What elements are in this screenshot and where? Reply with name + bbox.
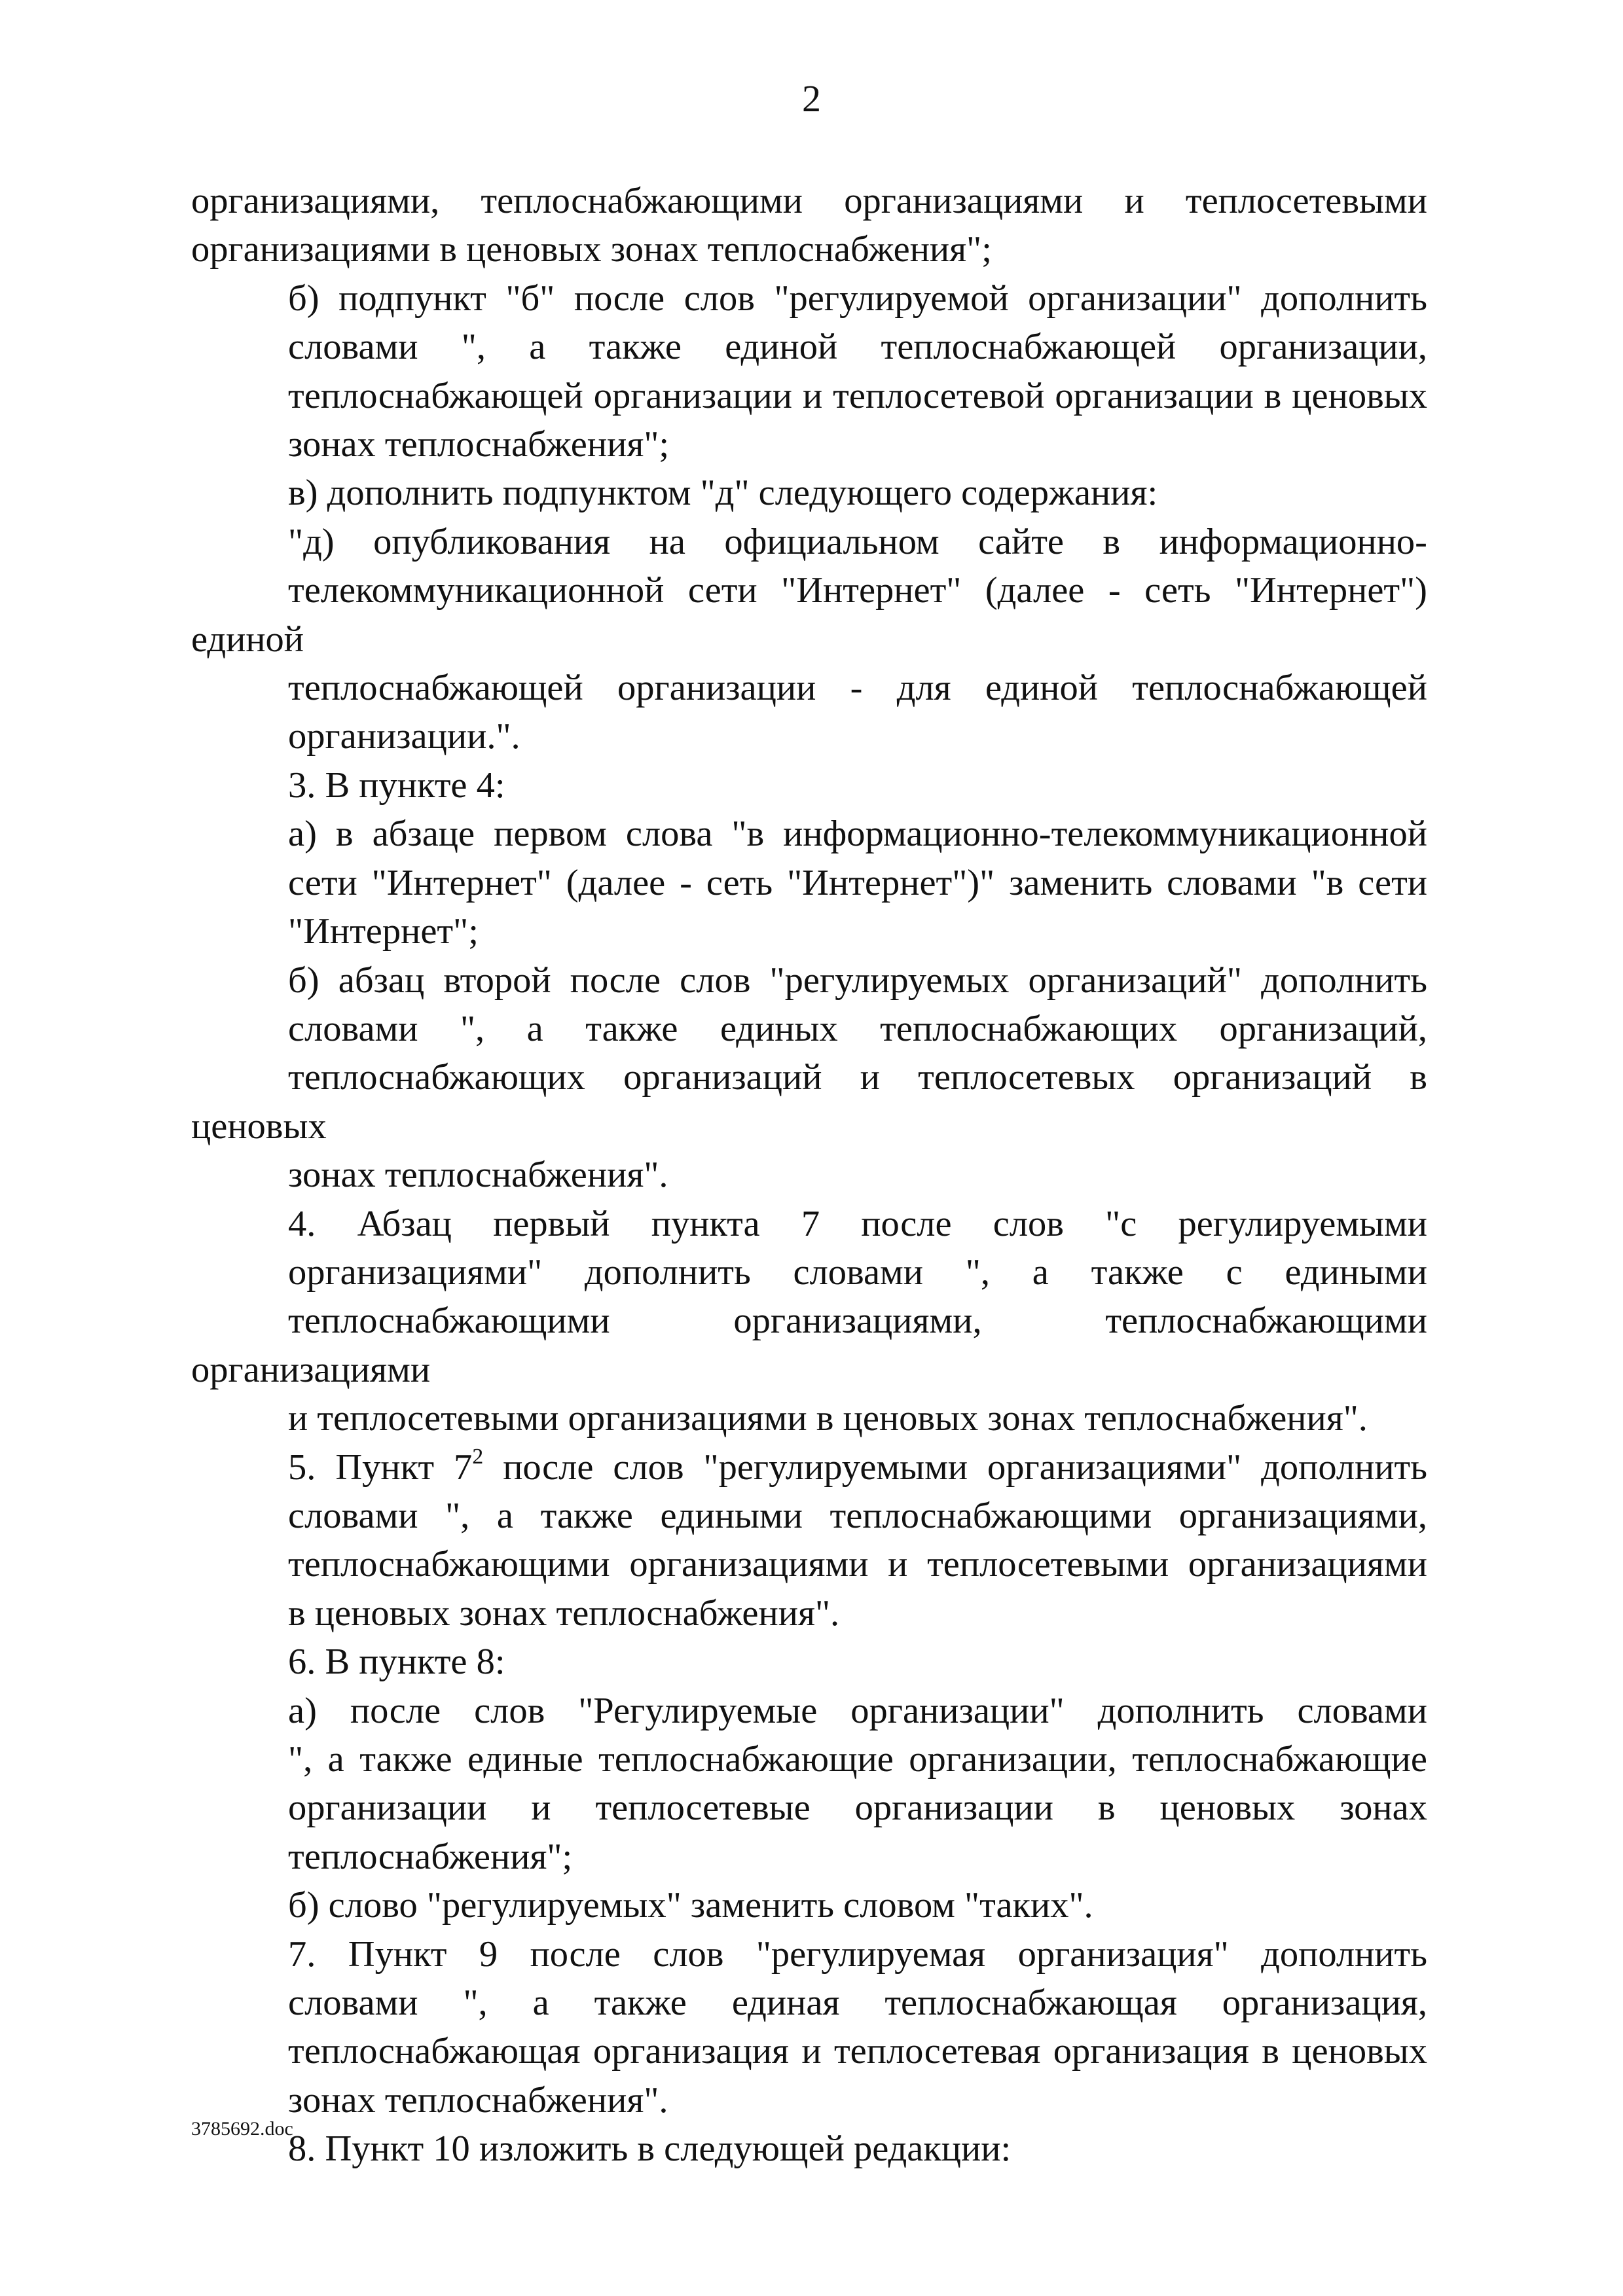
text-line: теплоснабжения"; (288, 1836, 573, 1877)
text-line: теплоснабжающими организациями, теплоснабжающими организациями (191, 1300, 1427, 1390)
paragraph (191, 274, 1427, 469)
paragraph (191, 1930, 1427, 2125)
paragraph (191, 177, 1427, 274)
paragraph (191, 1687, 1427, 1882)
paragraph (191, 469, 1427, 517)
text-line: организациями в ценовых зонах теплоснабжения"; (191, 229, 992, 270)
paragraph (191, 2125, 1427, 2173)
text-line: 8. Пункт 10 изложить в следующей редакции: (288, 2128, 1012, 2170)
text-line: организации.". (288, 716, 520, 757)
text-line: б) слово "регулируемых" заменить словом "таких". (288, 1885, 1093, 1926)
text-line: в) дополнить подпунктом "д" следующего содержания: (288, 473, 1158, 514)
text-line: организации и теплосетевые организации в ценовых зонах (288, 1787, 1427, 1829)
text-line: телекоммуникационной сети "Интернет" (далее - сеть "Интернет") единой (191, 570, 1427, 660)
text-line: словами ", а также единая теплоснабжающая организация, (288, 1982, 1427, 2024)
text-line: 3. В пункте 4: (288, 764, 505, 806)
text-line: и теплосетевыми организациями в ценовых зонах теплоснабжения". (288, 1398, 1368, 1439)
text-line: б) подпункт "б" после слов "регулируемой организации" дополнить (288, 278, 1427, 319)
text-line: "д) опубликования на официальном сайте в информационно- (288, 521, 1427, 562)
text-line: словами ", а также единой теплоснабжающей организации, (288, 327, 1427, 368)
text-line: зонах теплоснабжения". (288, 1155, 668, 1196)
text-line: теплоснабжающей организации и теплосетевой организации в ценовых (288, 375, 1427, 416)
text-line: 6. В пункте 8: (288, 1641, 505, 1683)
text-line: б) абзац второй после слов "регулируемых организаций" дополнить (288, 960, 1427, 1001)
text-line: теплоснабжающая организация и теплосетевая организация в ценовых (288, 2031, 1427, 2072)
text-line: зонах теплоснабжения". (288, 2079, 668, 2121)
text-line: организациями, теплоснабжающими организациями и теплосетевыми (191, 181, 1427, 221)
paragraph (191, 1638, 1427, 1686)
text-line (191, 1443, 1427, 1492)
paragraph (191, 1443, 1427, 1638)
document-code: 3785692.doc (191, 2118, 293, 2140)
text-line: зонах теплоснабжения"; (288, 424, 670, 465)
superscript: 2 (472, 1444, 484, 1469)
text-line: теплоснабжающих организаций и теплосетевых организаций в ценовых (191, 1057, 1427, 1147)
text-line: "Интернет"; (288, 911, 479, 952)
paragraph (191, 761, 1427, 810)
paragraph (191, 810, 1427, 956)
paragraph (191, 956, 1427, 1200)
paragraph (191, 1200, 1427, 1443)
text-fragment: 5. Пункт 7 (288, 1446, 473, 1488)
text-line: в ценовых зонах теплоснабжения". (288, 1592, 840, 1634)
text-line: ", а также единые теплоснабжающие организации, теплоснабжающие (288, 1739, 1427, 1780)
text-line: сети "Интернет" (далее - сеть "Интернет")" заменить словами "в сети (288, 862, 1427, 903)
text-line: организациями" дополнить словами ", а также с едиными (288, 1251, 1427, 1293)
page-number: 2 (802, 77, 821, 120)
text-line: а) в абзаце первом слова "в информационно-телекоммуникационной (288, 814, 1427, 855)
text-line: теплоснабжающими организациями и теплосетевыми организациями (288, 1544, 1427, 1585)
text-line: 7. Пункт 9 после слов "регулируемая организация" дополнить (288, 1933, 1427, 1975)
paragraph (191, 518, 1427, 761)
paragraph (191, 1881, 1427, 1929)
text-line: словами ", а также единых теплоснабжающих организаций, (288, 1008, 1427, 1049)
text-line: словами ", а также едиными теплоснабжающими организациями, (288, 1495, 1427, 1536)
text-line: а) после слов "Регулируемые организации" дополнить словами (288, 1690, 1427, 1731)
text-line: 4. Абзац первый пункта 7 после слов "с регулируемыми (288, 1203, 1427, 1244)
document-body (191, 177, 1427, 2174)
text-fragment: после слов "регулируемыми организациями" дополнить (483, 1446, 1428, 1488)
text-line: теплоснабжающей организации - для единой теплоснабжающей (288, 668, 1427, 709)
